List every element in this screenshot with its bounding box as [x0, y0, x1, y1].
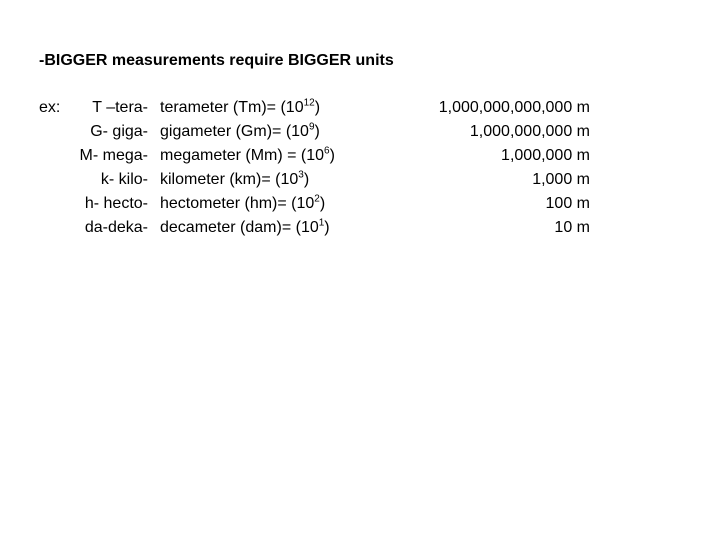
unit-definition — [160, 218, 330, 238]
prefix-row-deka — [0, 218, 720, 242]
unit-exponent: 2 — [314, 193, 320, 205]
meters-value: 1,000,000,000 m — [469, 123, 590, 140]
meters-value: 10 m — [554, 219, 590, 236]
unit-text: megameter (Mm) = (10 — [160, 147, 325, 164]
unit-text: hectometer (hm)= (10 — [160, 195, 315, 212]
prefix-row-giga — [0, 122, 720, 146]
prefix-label: da-deka- — [84, 219, 148, 236]
unit-definition — [160, 122, 320, 142]
unit-text: terameter (Tm)= (10 — [160, 99, 304, 116]
meters-value: 1,000,000,000,000 m — [438, 99, 590, 116]
unit-definition — [160, 170, 309, 190]
example-label: ex: — [39, 99, 61, 116]
meters-value: 1,000,000 m — [501, 147, 590, 164]
unit-text: decameter (dam)= (10 — [160, 219, 319, 236]
prefix-label: T –tera- — [92, 99, 148, 116]
prefix-row-hecto — [0, 194, 720, 218]
unit-exponent: 3 — [298, 169, 304, 181]
prefix-label: k- kilo- — [100, 171, 148, 188]
prefix-row-kilo — [0, 170, 720, 194]
unit-close: ) — [303, 171, 310, 188]
unit-close: ) — [319, 195, 326, 212]
unit-definition — [160, 98, 320, 118]
unit-close: ) — [314, 123, 320, 140]
unit-exponent: 1 — [318, 217, 325, 229]
prefix-label: G- giga- — [90, 123, 148, 140]
unit-close: ) — [329, 147, 335, 164]
unit-text: kilometer (km)= (10 — [160, 171, 299, 188]
unit-close: ) — [314, 99, 321, 116]
unit-definition — [160, 146, 335, 166]
meters-value: 100 m — [545, 195, 590, 212]
slide-heading: -BIGGER measurements require BIGGER units — [39, 52, 394, 69]
unit-close: ) — [324, 219, 330, 236]
unit-definition — [160, 194, 325, 214]
meters-value: 1,000 m — [532, 171, 590, 188]
unit-exponent: 12 — [303, 97, 315, 109]
prefix-label: h- hecto- — [84, 195, 148, 212]
unit-exponent: 9 — [308, 121, 315, 133]
unit-text: gigameter (Gm)= (10 — [160, 123, 309, 140]
unit-exponent: 6 — [324, 145, 330, 157]
prefix-label: M- mega- — [79, 147, 148, 164]
prefix-row-tera — [0, 98, 720, 122]
prefix-row-mega — [0, 146, 720, 170]
